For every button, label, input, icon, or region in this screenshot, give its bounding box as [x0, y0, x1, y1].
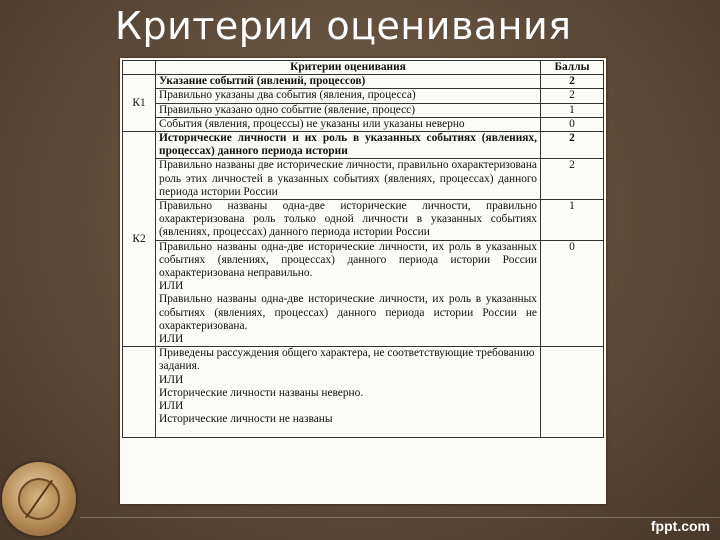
table-row — [123, 200, 604, 241]
table-row — [123, 240, 604, 347]
k2-row-score: 2 — [541, 159, 604, 200]
table-header-row — [123, 61, 604, 75]
k2-last-option-a: Приведены рассуждения общего характера, не соответствующие требованию задания. — [159, 347, 535, 373]
k1-heading-score: 2 — [541, 75, 604, 89]
table-row — [123, 103, 604, 117]
footer-divider — [80, 517, 720, 518]
k2-last-option-b: Исторические личности названы неверно. — [159, 386, 364, 399]
k2-row0-score: 0 — [541, 240, 604, 347]
k2-code: К2 — [123, 132, 156, 347]
header-criteria: Критерии оценивания — [156, 61, 541, 75]
empty-code-cell — [123, 347, 156, 438]
k2-row0-option-a: Правильно названы одна-две исторические личности, их роль в указанных событиях (явлениях, процессах) данного периода истории России охарактеризована неправильно. — [159, 240, 537, 280]
or-separator: ИЛИ — [159, 400, 184, 413]
table-row — [123, 117, 604, 131]
k2-row0-text — [156, 240, 541, 347]
k1-row-score: 0 — [541, 117, 604, 131]
empty-score-cell — [541, 347, 604, 438]
header-code-cell — [123, 61, 156, 75]
footer-credit: fppt.com — [650, 518, 710, 534]
table-row — [123, 347, 604, 438]
criteria-sheet — [120, 58, 606, 504]
k1-row-text: Правильно указано одно событие (явление, процесс) — [156, 103, 541, 117]
k2-heading-text: Исторические личности и их роль в указанных событиях (явлениях, процессах) данного периода истории — [156, 132, 541, 159]
k1-code: К1 — [123, 75, 156, 132]
k2-heading-score: 2 — [541, 132, 604, 159]
k2-row0-option-b: Правильно названы одна-две исторические личности, их роль в указанных событиях (явлениях, процессах) данного периода истории России не охарактеризована. — [159, 293, 537, 332]
k1-heading-row — [123, 75, 604, 89]
or-separator: ИЛИ — [159, 280, 184, 293]
k2-row-text: Правильно названы две исторические личности, правильно охарактеризована роль этих личностей в указанных событиях (явлениях, процессах) данного периода истории России — [156, 159, 541, 200]
or-separator: ИЛИ — [159, 333, 184, 346]
compass-logo-icon — [2, 462, 76, 536]
k1-row-score: 1 — [541, 103, 604, 117]
or-separator: ИЛИ — [159, 373, 184, 386]
k1-heading-text: Указание событий (явлений, процессов) — [156, 75, 541, 89]
table-row — [123, 159, 604, 200]
header-score: Баллы — [541, 61, 604, 75]
k1-row-text: События (явления, процессы) не указаны или указаны неверно — [156, 117, 541, 131]
k1-row-text: Правильно указаны два события (явления, процесса) — [156, 89, 541, 103]
k1-row-score: 2 — [541, 89, 604, 103]
k2-row-text: Правильно названы одна-две исторические личности, правильно охарактеризована роль только одной личности в указанных событиях (явлениях, процессах) данного периода истории России — [156, 200, 541, 241]
slide-title: Критерии оценивания — [115, 4, 572, 48]
k2-row-score: 1 — [541, 200, 604, 241]
k2-last-option-c: Исторические личности не названы — [159, 413, 333, 426]
k2-last-text — [156, 347, 541, 438]
criteria-table — [122, 60, 604, 438]
k2-heading-row — [123, 132, 604, 159]
table-row — [123, 89, 604, 103]
